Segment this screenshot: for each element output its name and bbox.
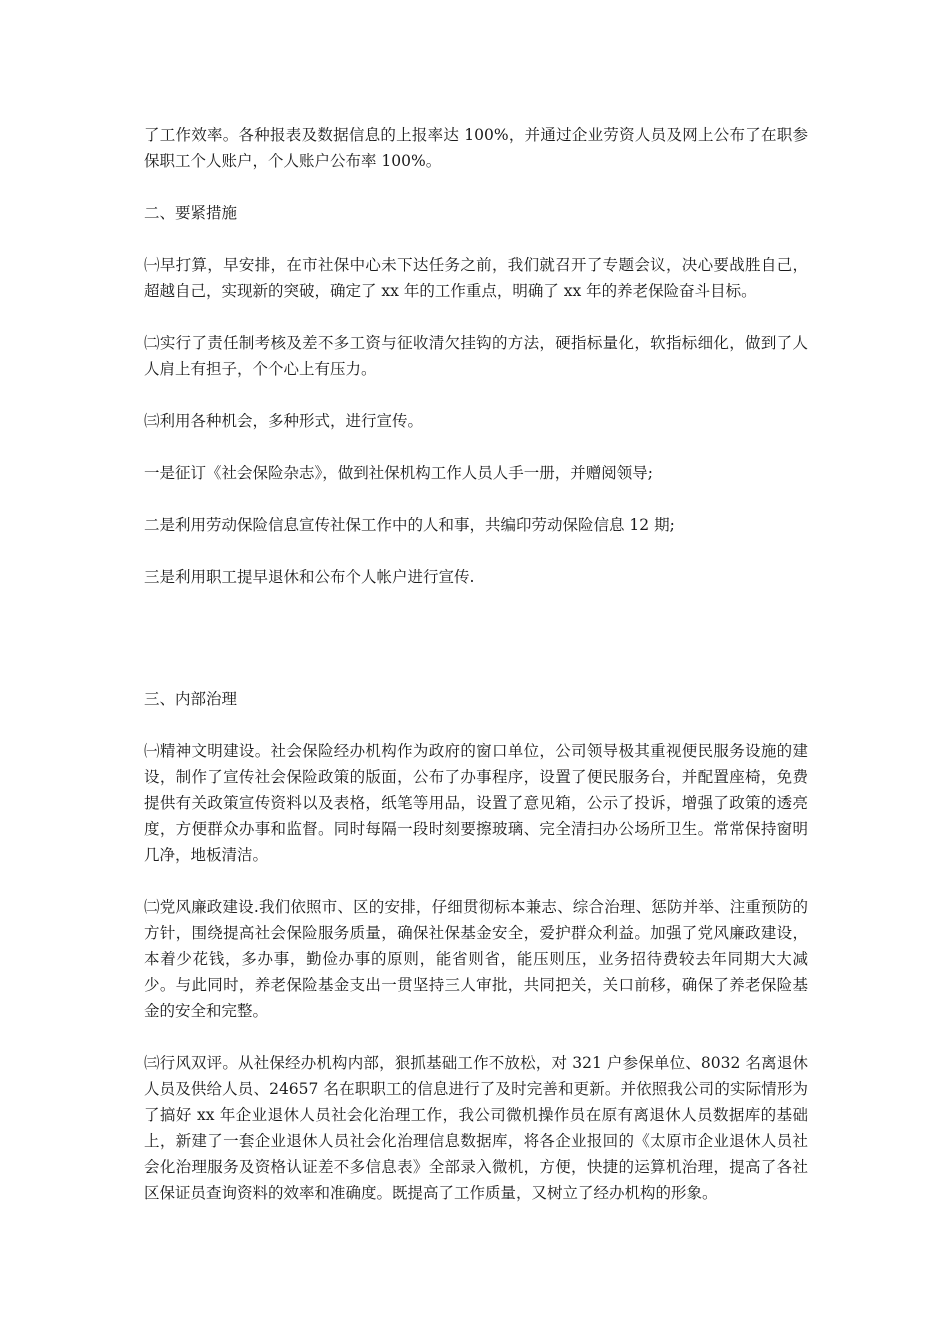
paragraph-style-evaluation: ㈢行风双评。从社保经办机构内部，狠抓基础工作不放松，对 321 户参保单位、8032 名离退休人员及供给人员、24657 名在职职工的信息进行了及时完善和更新。并依照我公司的实际情形为了搞好 xx 年企业退休人员社会化治理工作，我公司微机操作员在原有离退休人员数据库的基础上，新建了一套企业退休人员社会化治理信息数据库，将各企业报回的《太原市企业退休人员社会化治理服务及资格认证差不多信息表》全部录入微机，方便，快捷的运算机治理，提高了各社区保证员查询资料的效率和准确度。既提高了工作质量，又树立了经办机构的形象。 [144, 1054, 808, 1202]
paragraph-measure-2: ㈡实行了责任制考核及差不多工资与征收清欠挂钩的方法，硬指标量化，软指标细化，做到了人人肩上有担子，个个心上有压力。 [144, 334, 808, 378]
document-body [144, 122, 808, 1232]
paragraph-measure-1: ㈠早打算，早安排，在市社保中心未下达任务之前，我们就召开了专题会议，决心要战胜自己，超越自己，实现新的突破，确定了 xx 年的工作重点，明确了 xx 年的养老保险奋斗目标。 [144, 256, 808, 300]
section-heading-internal-management: 三、内部治理 [144, 690, 238, 708]
paragraph-publicity-1: 一是征订《社会保险杂志》，做到社保机构工作人员人手一册，并赠阅领导; [144, 464, 653, 482]
paragraph-publicity-3: 三是利用职工提早退休和公布个人帐户进行宣传. [144, 568, 475, 586]
paragraph-civilization-building: ㈠精神文明建设。社会保险经办机构作为政府的窗口单位，公司领导极其重视便民服务设施的建设，制作了宣传社会保险政策的版面，公布了办事程序，设置了便民服务台，并配置座椅，免费提供有关政策宣传资料以及表格，纸笔等用品，设置了意见箱，公示了投诉，增强了政策的透亮度，方便群众办事和监督。同时每隔一段时刻要擦玻璃、完全清扫办公场所卫生。常常保持窗明几净，地板清洁。 [144, 742, 808, 864]
paragraph-publicity-2: 二是利用劳动保险信息宣传社保工作中的人和事，共编印劳动保险信息 12 期; [144, 516, 675, 534]
paragraph-efficiency-summary: 了工作效率。各种报表及数据信息的上报率达 100%，并通过企业劳资人员及网上公布了在职参保职工个人账户，个人账户公布率 100%。 [144, 126, 808, 170]
section-heading-main-measures: 二、要紧措施 [144, 204, 238, 222]
paragraph-measure-3: ㈢利用各种机会，多种形式，进行宣传。 [144, 412, 424, 430]
paragraph-integrity-building: ㈡党风廉政建设.我们依照市、区的安排，仔细贯彻标本兼志、综合治理、惩防并举、注重预防的方针，围绕提高社会保险服务质量，确保社保基金安全，爱护群众利益。加强了党风廉政建设，本着少花钱，多办事，勤俭办事的原则，能省则省，能压则压，业务招待费较去年同期大大减少。与此同时，养老保险基金支出一贯坚持三人审批，共同把关，关口前移，确保了养老保险基金的安全和完整。 [144, 898, 808, 1020]
